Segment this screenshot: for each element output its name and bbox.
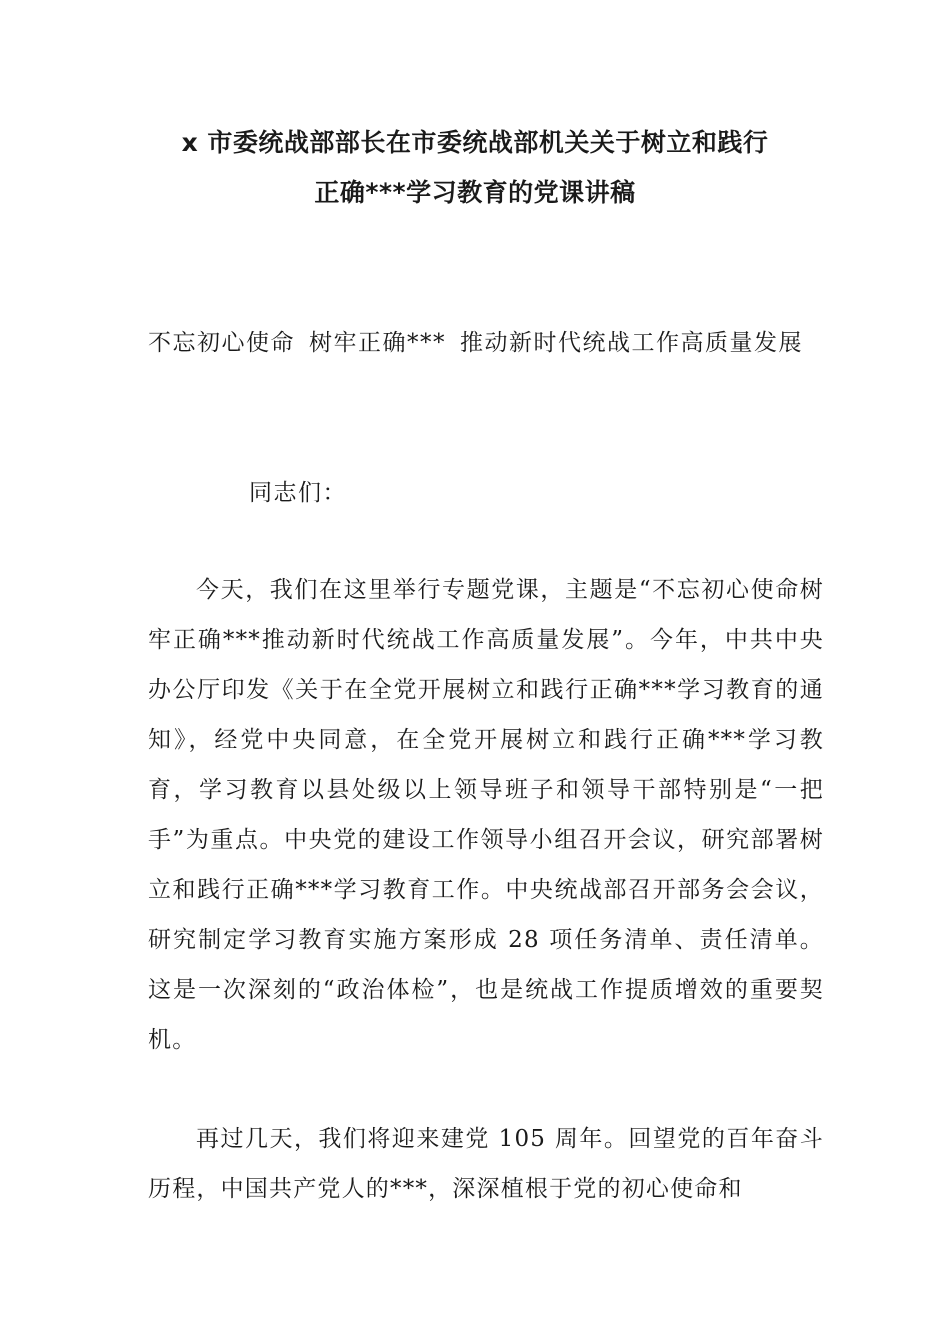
title-line-1: x 市委统战部部长在市委统战部机关关于树立和践行: [181, 128, 769, 157]
paragraph-1: 今天，我们在这里举行专题党课，主题是“不忘初心使命树牢正确***推动新时代统战工作高质量发展”。今年，中共中央办公厅印发《关于在全党开展树立和践行正确***学习教育的通知》，经党中央同意，在全党开展树立和践行正确***学习教育，学习教育以县处级以上领导班子和领导干部特别是“一把手”为重点。中央党的建设工作领导小组召开会议，研究部署树立和践行正确***学习教育工作。中央统战部召开部务会会议，研究制定学习教育实施方案形成 28 项任务清单、责任清单。这是一次深刻的“政治体检”，也是统战工作提质增效的重要契机。: [148, 577, 824, 1053]
document-title: [140, 118, 810, 218]
greeting: 同志们：: [249, 480, 347, 506]
paragraph-2: 再过几天，我们将迎来建党 105 周年。回望党的百年奋斗历程，中国共产党人的***，深深植根于党的初心使命和: [148, 1126, 824, 1202]
subtitle-part-1: 不忘初心使命: [148, 330, 295, 356]
subtitle-part-2: 树牢正确***: [309, 330, 446, 356]
subtitle-part-3: 推动新时代统战工作高质量发展: [460, 330, 803, 356]
document-subtitle: [148, 318, 828, 368]
title-line-2: 正确***学习教育的党课讲稿: [314, 178, 636, 207]
